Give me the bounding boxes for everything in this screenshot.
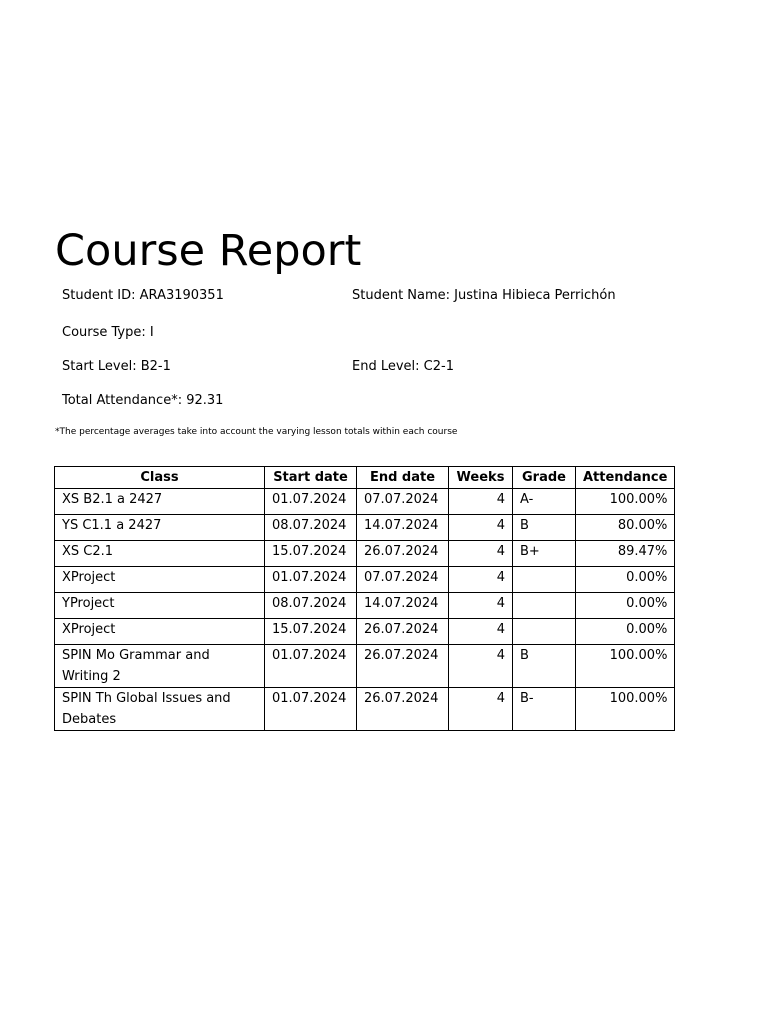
table-row: [55, 619, 675, 645]
cell-attendance: 0.00%: [576, 619, 675, 645]
cell-weeks: 4: [449, 645, 513, 688]
cell-attendance: 80.00%: [576, 515, 675, 541]
cell-start-date: 01.07.2024: [265, 489, 357, 515]
cell-weeks: 4: [449, 515, 513, 541]
cell-grade: [513, 567, 576, 593]
cell-end-date: 26.07.2024: [357, 541, 449, 567]
cell-end-date: 26.07.2024: [357, 688, 449, 731]
course-type: Course Type: I: [62, 325, 154, 340]
cell-attendance: 89.47%: [576, 541, 675, 567]
student-name: Student Name: Justina Hibieca Perrichón: [352, 288, 616, 303]
cell-grade: B-: [513, 688, 576, 731]
table-row: [55, 688, 675, 731]
table-row: [55, 515, 675, 541]
cell-grade: [513, 593, 576, 619]
col-header-class: Class: [55, 467, 265, 489]
col-header-attendance: Attendance: [576, 467, 675, 489]
cell-class: XProject: [55, 619, 265, 645]
col-header-grade: Grade: [513, 467, 576, 489]
cell-start-date: 15.07.2024: [265, 619, 357, 645]
cell-start-date: 01.07.2024: [265, 567, 357, 593]
cell-end-date: 07.07.2024: [357, 489, 449, 515]
cell-weeks: 4: [449, 567, 513, 593]
cell-start-date: 08.07.2024: [265, 593, 357, 619]
cell-grade: [513, 619, 576, 645]
cell-end-date: 07.07.2024: [357, 567, 449, 593]
cell-class: YS C1.1 a 2427: [55, 515, 265, 541]
cell-class: XS C2.1: [55, 541, 265, 567]
cell-end-date: 26.07.2024: [357, 645, 449, 688]
cell-class: XProject: [55, 567, 265, 593]
cell-start-date: 01.07.2024: [265, 645, 357, 688]
cell-class: YProject: [55, 593, 265, 619]
course-table: [54, 466, 675, 731]
footnote: *The percentage averages take into account the varying lesson totals within each course: [55, 427, 458, 437]
cell-grade: B: [513, 645, 576, 688]
col-header-weeks: Weeks: [449, 467, 513, 489]
cell-attendance: 100.00%: [576, 688, 675, 731]
col-header-end-date: End date: [357, 467, 449, 489]
table-row: [55, 567, 675, 593]
cell-class: SPIN Th Global Issues and Debates: [55, 688, 265, 731]
student-id: Student ID: ARA3190351: [62, 288, 224, 303]
cell-start-date: 01.07.2024: [265, 688, 357, 731]
cell-weeks: 4: [449, 619, 513, 645]
cell-attendance: 0.00%: [576, 593, 675, 619]
table-header-row: [55, 467, 675, 489]
cell-grade: B+: [513, 541, 576, 567]
cell-weeks: 4: [449, 593, 513, 619]
cell-class: SPIN Mo Grammar and Writing 2: [55, 645, 265, 688]
total-attendance: Total Attendance*: 92.31: [62, 393, 224, 408]
table-row: [55, 489, 675, 515]
cell-attendance: 100.00%: [576, 489, 675, 515]
page-title: Course Report: [55, 226, 362, 276]
cell-attendance: 100.00%: [576, 645, 675, 688]
cell-start-date: 08.07.2024: [265, 515, 357, 541]
cell-weeks: 4: [449, 489, 513, 515]
table-row: [55, 593, 675, 619]
cell-weeks: 4: [449, 688, 513, 731]
col-header-start-date: Start date: [265, 467, 357, 489]
cell-end-date: 26.07.2024: [357, 619, 449, 645]
end-level: End Level: C2-1: [352, 359, 454, 374]
cell-start-date: 15.07.2024: [265, 541, 357, 567]
cell-grade: B: [513, 515, 576, 541]
cell-end-date: 14.07.2024: [357, 593, 449, 619]
cell-class: XS B2.1 a 2427: [55, 489, 265, 515]
cell-grade: A-: [513, 489, 576, 515]
table-row: [55, 645, 675, 688]
start-level: Start Level: B2-1: [62, 359, 171, 374]
cell-weeks: 4: [449, 541, 513, 567]
table-row: [55, 541, 675, 567]
cell-end-date: 14.07.2024: [357, 515, 449, 541]
cell-attendance: 0.00%: [576, 567, 675, 593]
